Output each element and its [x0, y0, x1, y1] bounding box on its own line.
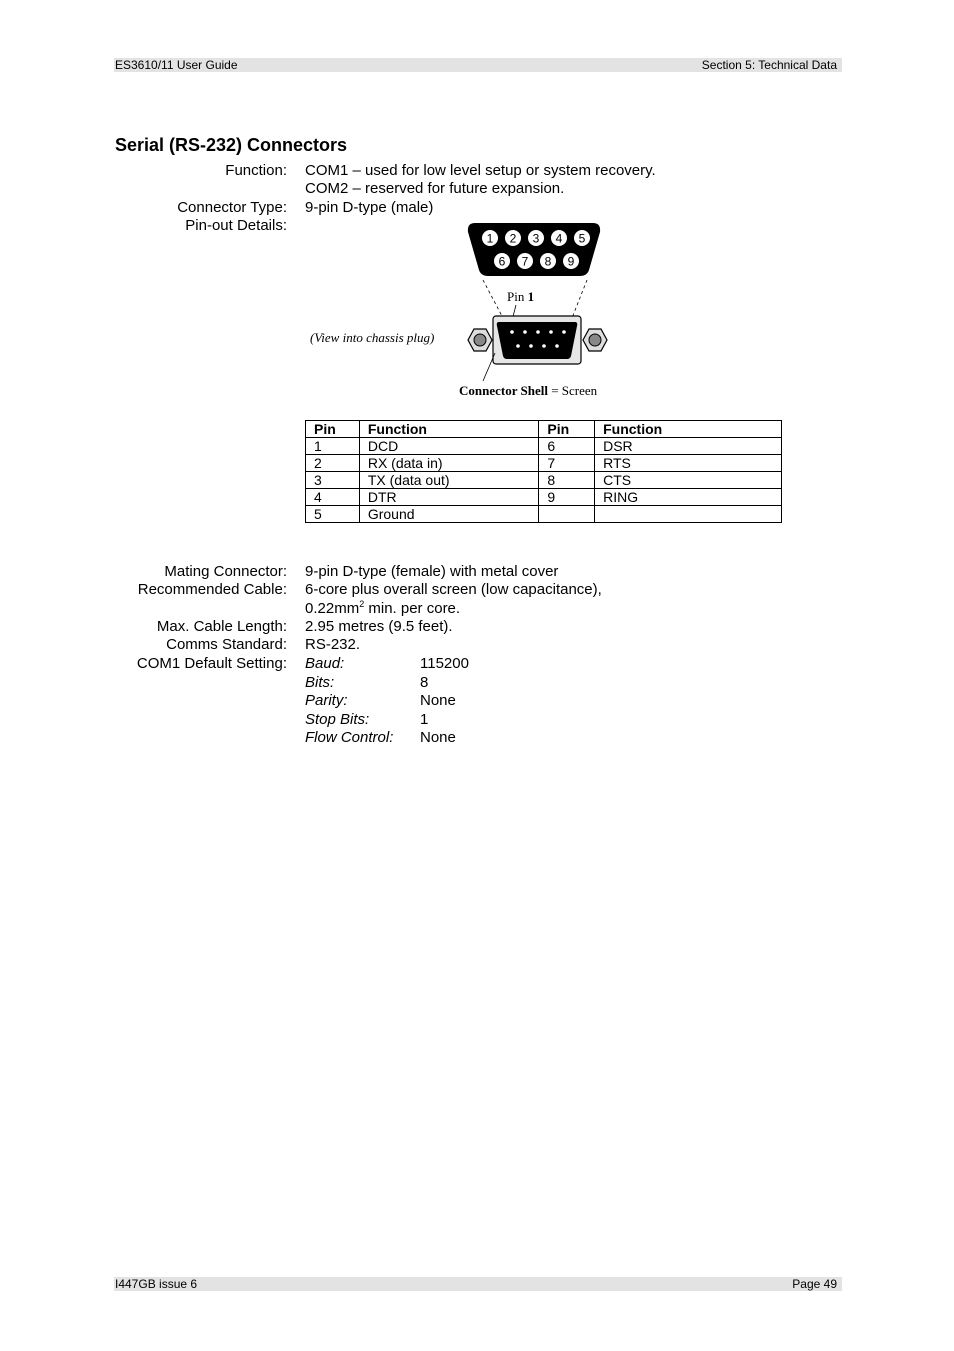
label-mating: Mating Connector: [164, 563, 287, 580]
label-connector-type: Connector Type: [177, 199, 287, 216]
table-cell: 4 [306, 489, 360, 506]
setting-value: 1 [420, 710, 429, 728]
table-row [306, 506, 782, 523]
table-cell: 7 [539, 455, 595, 472]
table-row [306, 472, 782, 489]
right-hex-nut [583, 329, 607, 351]
table-cell: RX (data in) [359, 455, 539, 472]
value-function-1: COM1 – used for low level setup or system recovery. [305, 162, 656, 179]
label-length: Max. Cable Length: [156, 618, 287, 635]
table-cell: DTR [359, 489, 539, 506]
table-cell [595, 506, 782, 523]
setting-key: Bits: [305, 673, 335, 691]
table-cell [539, 506, 595, 523]
table-cell: 5 [306, 506, 360, 523]
table-row [306, 455, 782, 472]
table-cell: CTS [595, 472, 782, 489]
setting-key: Baud: [305, 655, 345, 672]
left-hex-nut [468, 329, 492, 351]
value-connector-type: 9-pin D-type (male) [305, 199, 434, 216]
pin-number: 9 [567, 254, 575, 269]
pin-number: 5 [578, 231, 586, 246]
pin-label: Pin 1 [507, 289, 535, 304]
pin-table-heading: Pin [539, 421, 595, 438]
pin-number: 1 [486, 231, 494, 246]
setting-value: None [420, 729, 456, 746]
table-cell: RTS [595, 455, 782, 472]
setting-value: None [420, 692, 456, 709]
label-pinout: Pin-out Details: [185, 217, 287, 234]
footer-issue: I447GB issue 6 [115, 1277, 198, 1291]
label-com1-default: COM1 Default Setting: [136, 655, 287, 672]
table-cell: DCD [359, 438, 539, 455]
setting-key: Parity: [305, 692, 348, 709]
pin-table-header [306, 421, 782, 438]
value-length: 2.95 metres (9.5 feet). [305, 618, 453, 635]
value-function-2: COM2 – reserved for future expansion. [305, 180, 565, 197]
page-header [114, 58, 842, 72]
table-row [306, 489, 782, 506]
label-function: Function: [225, 162, 287, 179]
pin-table-heading: Function [359, 421, 539, 438]
pin-number: 8 [544, 254, 552, 269]
table-cell: TX (data out) [359, 472, 539, 489]
pin-number: 6 [498, 254, 506, 269]
label-cable: Recommended Cable: [137, 581, 287, 598]
view-caption: (View into chassis plug) [310, 330, 435, 345]
pin-number: 4 [555, 231, 563, 246]
pin-number: 2 [509, 231, 517, 246]
table-cell: DSR [595, 438, 782, 455]
table-cell: 3 [306, 472, 360, 489]
pin-table [305, 420, 782, 523]
table-cell: 8 [539, 472, 595, 489]
value-cable-1: 6-core plus overall screen (low capacitance), [305, 581, 602, 598]
setting-key: Flow Control: [305, 729, 394, 746]
table-cell: 6 [539, 438, 595, 455]
table-row [306, 438, 782, 455]
connector-diagram [305, 218, 645, 403]
setting-value: 115200 [420, 655, 469, 672]
footer-page-number: Page 49 [792, 1277, 837, 1291]
section-title: Serial (RS-232) Connectors [115, 135, 348, 155]
pin-number: 3 [532, 231, 540, 246]
value-comms: RS-232. [305, 636, 361, 653]
label-comms: Comms Standard: [166, 636, 287, 653]
shell-caption: Connector Shell = Screen [459, 383, 598, 398]
value-cable-2: $0.22mm^2$ min. per core. [305, 599, 461, 617]
setting-key: Stop Bits: [305, 710, 370, 728]
header-doc-title: ES3610/11 User Guide [115, 58, 238, 72]
table-cell: 1 [306, 438, 360, 455]
pin-table-heading: Function [595, 421, 782, 438]
page-footer [114, 1277, 842, 1291]
value-mating: 9-pin D-type (female) with metal cover [305, 563, 559, 580]
setting-value: 8 [420, 673, 429, 691]
pin-number: 7 [521, 254, 529, 269]
table-cell: RING [595, 489, 782, 506]
table-cell: 9 [539, 489, 595, 506]
table-cell: Ground [359, 506, 539, 523]
table-cell: 2 [306, 455, 360, 472]
pin-table-heading: Pin [306, 421, 360, 438]
header-section: Section 5: Technical Data [701, 58, 837, 72]
